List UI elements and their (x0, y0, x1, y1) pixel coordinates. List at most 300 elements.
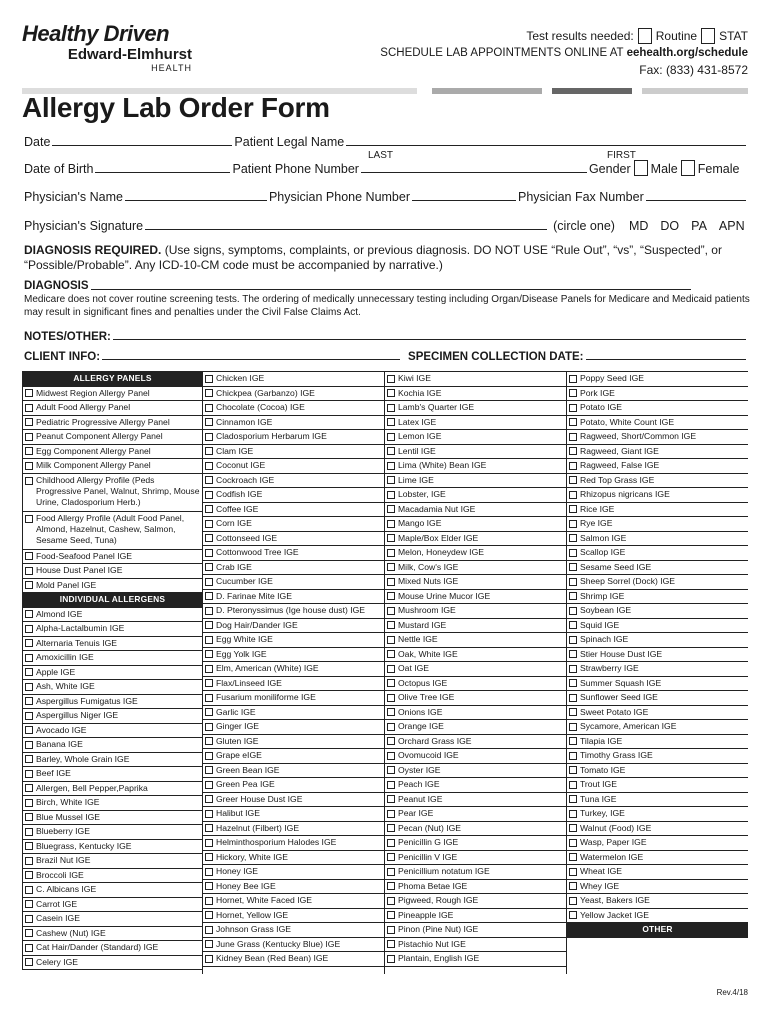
test-option[interactable] (22, 956, 202, 971)
test-option[interactable] (385, 474, 566, 489)
test-option[interactable] (567, 865, 748, 880)
checkbox[interactable] (387, 926, 395, 934)
checkbox[interactable] (25, 871, 33, 879)
checkbox[interactable] (569, 665, 577, 673)
test-option[interactable] (385, 764, 566, 779)
test-option[interactable] (385, 575, 566, 590)
test-option[interactable] (385, 778, 566, 793)
checkbox[interactable] (569, 418, 577, 426)
schedule-link[interactable]: eehealth.org/schedule (626, 47, 748, 59)
test-option[interactable] (203, 372, 384, 387)
checkbox[interactable] (25, 857, 33, 865)
signature-field[interactable] (145, 218, 547, 230)
test-option[interactable] (385, 648, 566, 663)
checkbox[interactable] (387, 882, 395, 890)
test-option[interactable] (203, 952, 384, 967)
checkbox[interactable] (387, 491, 395, 499)
test-option[interactable] (385, 662, 566, 677)
test-option[interactable] (567, 575, 748, 590)
test-option[interactable] (385, 807, 566, 822)
test-option[interactable] (385, 633, 566, 648)
test-option[interactable] (22, 927, 202, 942)
test-option[interactable] (567, 648, 748, 663)
test-option[interactable] (22, 430, 202, 445)
checkbox[interactable] (205, 491, 213, 499)
test-option[interactable] (385, 822, 566, 837)
checkbox[interactable] (387, 505, 395, 513)
test-option[interactable] (385, 459, 566, 474)
checkbox[interactable] (205, 940, 213, 948)
checkbox[interactable] (569, 882, 577, 890)
test-option[interactable] (567, 517, 748, 532)
test-option[interactable] (385, 923, 566, 938)
credential-do[interactable]: DO (660, 219, 680, 233)
test-option[interactable] (203, 749, 384, 764)
test-option[interactable] (385, 532, 566, 547)
test-option[interactable] (385, 691, 566, 706)
test-option[interactable] (567, 778, 748, 793)
checkbox[interactable] (569, 462, 577, 470)
test-option[interactable] (203, 793, 384, 808)
test-option[interactable] (203, 822, 384, 837)
checkbox[interactable] (205, 476, 213, 484)
checkbox[interactable] (205, 389, 213, 397)
checkbox[interactable] (25, 639, 33, 647)
checkbox[interactable] (205, 404, 213, 412)
test-option[interactable] (567, 706, 748, 721)
checkbox[interactable] (387, 665, 395, 673)
checkbox[interactable] (25, 900, 33, 908)
checkbox[interactable] (569, 549, 577, 557)
test-option[interactable] (385, 720, 566, 735)
test-option[interactable] (22, 709, 202, 724)
checkbox[interactable] (25, 726, 33, 734)
test-option[interactable] (385, 749, 566, 764)
checkbox[interactable] (205, 824, 213, 832)
test-option[interactable] (22, 695, 202, 710)
checkbox[interactable] (387, 563, 395, 571)
checkbox[interactable] (387, 418, 395, 426)
checkbox[interactable] (569, 404, 577, 412)
checkbox[interactable] (25, 654, 33, 662)
test-option[interactable] (203, 459, 384, 474)
checkbox[interactable] (569, 447, 577, 455)
test-option[interactable] (22, 666, 202, 681)
test-option[interactable] (22, 459, 202, 474)
test-option[interactable] (567, 430, 748, 445)
test-option[interactable] (203, 764, 384, 779)
test-option[interactable] (567, 749, 748, 764)
test-option[interactable] (567, 880, 748, 895)
test-option[interactable] (567, 677, 748, 692)
checkbox[interactable] (25, 741, 33, 749)
checkbox[interactable] (205, 433, 213, 441)
test-option[interactable] (203, 517, 384, 532)
checkbox[interactable] (569, 433, 577, 441)
test-option[interactable] (567, 793, 748, 808)
test-option[interactable] (203, 445, 384, 460)
checkbox[interactable] (387, 752, 395, 760)
test-option[interactable] (567, 546, 748, 561)
test-option[interactable] (567, 387, 748, 402)
checkbox[interactable] (205, 375, 213, 383)
checkbox[interactable] (25, 799, 33, 807)
test-option[interactable] (203, 938, 384, 953)
test-option[interactable] (385, 880, 566, 895)
test-option[interactable] (385, 416, 566, 431)
test-option[interactable] (567, 459, 748, 474)
test-option[interactable] (567, 401, 748, 416)
test-option[interactable] (385, 706, 566, 721)
checkbox[interactable] (569, 520, 577, 528)
checkbox[interactable] (205, 737, 213, 745)
test-option[interactable] (385, 430, 566, 445)
test-option[interactable] (22, 840, 202, 855)
test-option[interactable] (385, 590, 566, 605)
notes-field[interactable] (113, 330, 746, 340)
client-info-field[interactable] (102, 350, 400, 360)
test-option[interactable] (385, 372, 566, 387)
checkbox[interactable] (25, 842, 33, 850)
test-option[interactable] (22, 401, 202, 416)
test-option[interactable] (203, 677, 384, 692)
checkbox[interactable] (205, 708, 213, 716)
test-option[interactable] (385, 894, 566, 909)
checkbox[interactable] (205, 520, 213, 528)
credential-pa[interactable]: PA (691, 219, 707, 233)
test-option[interactable] (203, 503, 384, 518)
test-option[interactable] (203, 923, 384, 938)
checkbox[interactable] (25, 944, 33, 952)
checkbox[interactable] (25, 770, 33, 778)
test-option[interactable] (22, 941, 202, 956)
checkbox[interactable] (205, 955, 213, 963)
checkbox[interactable] (387, 433, 395, 441)
test-option[interactable] (22, 564, 202, 579)
checkbox[interactable] (387, 592, 395, 600)
test-option[interactable] (567, 691, 748, 706)
checkbox[interactable] (205, 911, 213, 919)
checkbox[interactable] (205, 578, 213, 586)
checkbox[interactable] (387, 636, 395, 644)
checkbox[interactable] (25, 477, 33, 485)
test-option[interactable] (22, 680, 202, 695)
date-field[interactable] (52, 134, 232, 146)
test-option[interactable] (567, 372, 748, 387)
credential-md[interactable]: MD (628, 219, 649, 233)
checkbox[interactable] (205, 723, 213, 731)
test-option[interactable] (567, 561, 748, 576)
test-option[interactable] (203, 387, 384, 402)
checkbox[interactable] (205, 897, 213, 905)
physician-phone-field[interactable] (412, 189, 516, 201)
checkbox[interactable] (387, 621, 395, 629)
test-option[interactable] (567, 894, 748, 909)
checkbox[interactable] (205, 839, 213, 847)
credential-apn[interactable]: APN (718, 219, 745, 233)
checkbox[interactable] (569, 853, 577, 861)
test-option[interactable] (385, 445, 566, 460)
checkbox[interactable] (387, 578, 395, 586)
test-option[interactable] (203, 546, 384, 561)
test-option[interactable] (567, 836, 748, 851)
test-option[interactable] (567, 590, 748, 605)
test-option[interactable] (567, 851, 748, 866)
checkbox[interactable] (569, 897, 577, 905)
checkbox[interactable] (569, 708, 577, 716)
test-option[interactable] (203, 836, 384, 851)
checkbox[interactable] (205, 810, 213, 818)
test-option[interactable] (203, 807, 384, 822)
checkbox[interactable] (569, 679, 577, 687)
test-option[interactable] (203, 488, 384, 503)
checkbox[interactable] (205, 926, 213, 934)
checkbox[interactable] (569, 505, 577, 513)
test-option[interactable] (203, 662, 384, 677)
checkbox[interactable] (569, 563, 577, 571)
test-option[interactable] (567, 474, 748, 489)
checkbox[interactable] (569, 491, 577, 499)
checkbox[interactable] (387, 737, 395, 745)
test-option[interactable] (203, 633, 384, 648)
test-option[interactable] (203, 865, 384, 880)
routine-checkbox[interactable] (638, 28, 652, 44)
checkbox[interactable] (569, 795, 577, 803)
checkbox[interactable] (569, 766, 577, 774)
checkbox[interactable] (205, 447, 213, 455)
checkbox[interactable] (25, 567, 33, 575)
checkbox[interactable] (569, 650, 577, 658)
test-option[interactable] (203, 894, 384, 909)
checkbox[interactable] (25, 755, 33, 763)
checkbox[interactable] (205, 563, 213, 571)
checkbox[interactable] (387, 897, 395, 905)
checkbox[interactable] (205, 766, 213, 774)
test-option[interactable] (567, 662, 748, 677)
checkbox[interactable] (205, 882, 213, 890)
test-option[interactable] (385, 561, 566, 576)
checkbox[interactable] (205, 781, 213, 789)
checkbox[interactable] (387, 781, 395, 789)
checkbox[interactable] (387, 723, 395, 731)
checkbox[interactable] (569, 578, 577, 586)
test-option[interactable] (385, 836, 566, 851)
checkbox[interactable] (205, 665, 213, 673)
checkbox[interactable] (569, 810, 577, 818)
checkbox[interactable] (387, 824, 395, 832)
checkbox[interactable] (387, 708, 395, 716)
test-option[interactable] (203, 648, 384, 663)
test-option[interactable] (22, 445, 202, 460)
test-option[interactable] (203, 619, 384, 634)
test-option[interactable] (22, 912, 202, 927)
test-option[interactable] (203, 851, 384, 866)
test-option[interactable] (385, 503, 566, 518)
checkbox[interactable] (25, 712, 33, 720)
test-option[interactable] (385, 387, 566, 402)
checkbox[interactable] (205, 650, 213, 658)
checkbox[interactable] (387, 679, 395, 687)
test-option[interactable] (203, 430, 384, 445)
test-option[interactable] (385, 488, 566, 503)
checkbox[interactable] (569, 752, 577, 760)
checkbox[interactable] (205, 636, 213, 644)
checkbox[interactable] (569, 839, 577, 847)
checkbox[interactable] (25, 552, 33, 560)
checkbox[interactable] (387, 607, 395, 615)
checkbox[interactable] (25, 958, 33, 966)
checkbox[interactable] (387, 853, 395, 861)
checkbox[interactable] (25, 668, 33, 676)
test-option[interactable] (567, 807, 748, 822)
checkbox[interactable] (387, 476, 395, 484)
checkbox[interactable] (25, 389, 33, 397)
test-option[interactable] (567, 822, 748, 837)
checkbox[interactable] (569, 389, 577, 397)
test-option[interactable] (385, 793, 566, 808)
test-option[interactable] (567, 532, 748, 547)
test-option[interactable] (567, 503, 748, 518)
checkbox[interactable] (387, 462, 395, 470)
checkbox[interactable] (205, 462, 213, 470)
checkbox[interactable] (387, 389, 395, 397)
test-option[interactable] (385, 851, 566, 866)
test-option[interactable] (22, 416, 202, 431)
test-option[interactable] (22, 753, 202, 768)
checkbox[interactable] (569, 911, 577, 919)
checkbox[interactable] (387, 534, 395, 542)
checkbox[interactable] (25, 813, 33, 821)
test-option[interactable] (22, 550, 202, 565)
checkbox[interactable] (387, 810, 395, 818)
test-option[interactable] (567, 445, 748, 460)
checkbox[interactable] (569, 476, 577, 484)
checkbox[interactable] (387, 911, 395, 919)
checkbox[interactable] (387, 447, 395, 455)
checkbox[interactable] (205, 679, 213, 687)
checkbox[interactable] (569, 868, 577, 876)
test-option[interactable] (22, 474, 202, 512)
checkbox[interactable] (569, 621, 577, 629)
checkbox[interactable] (25, 404, 33, 412)
test-option[interactable] (385, 938, 566, 953)
test-option[interactable] (22, 854, 202, 869)
test-option[interactable] (385, 909, 566, 924)
female-checkbox[interactable] (681, 160, 695, 176)
checkbox[interactable] (25, 625, 33, 633)
test-option[interactable] (385, 619, 566, 634)
test-option[interactable] (567, 909, 748, 924)
checkbox[interactable] (387, 868, 395, 876)
checkbox[interactable] (569, 824, 577, 832)
checkbox[interactable] (205, 868, 213, 876)
checkbox[interactable] (25, 447, 33, 455)
checkbox[interactable] (205, 795, 213, 803)
test-option[interactable] (203, 735, 384, 750)
test-option[interactable] (567, 720, 748, 735)
checkbox[interactable] (387, 549, 395, 557)
checkbox[interactable] (25, 433, 33, 441)
dob-field[interactable] (95, 161, 230, 173)
checkbox[interactable] (569, 534, 577, 542)
checkbox[interactable] (569, 607, 577, 615)
test-option[interactable] (385, 735, 566, 750)
test-option[interactable] (22, 825, 202, 840)
checkbox[interactable] (25, 828, 33, 836)
test-option[interactable] (22, 796, 202, 811)
checkbox[interactable] (25, 784, 33, 792)
checkbox[interactable] (205, 592, 213, 600)
test-option[interactable] (385, 865, 566, 880)
checkbox[interactable] (25, 886, 33, 894)
physician-fax-field[interactable] (646, 189, 746, 201)
checkbox[interactable] (25, 418, 33, 426)
test-option[interactable] (22, 608, 202, 623)
test-option[interactable] (203, 778, 384, 793)
test-option[interactable] (567, 764, 748, 779)
test-option[interactable] (22, 898, 202, 913)
checkbox[interactable] (569, 781, 577, 789)
checkbox[interactable] (387, 520, 395, 528)
checkbox[interactable] (387, 650, 395, 658)
checkbox[interactable] (25, 929, 33, 937)
test-option[interactable] (203, 575, 384, 590)
checkbox[interactable] (205, 505, 213, 513)
test-option[interactable] (22, 782, 202, 797)
test-option[interactable] (567, 619, 748, 634)
test-option[interactable] (567, 488, 748, 503)
test-option[interactable] (567, 604, 748, 619)
test-option[interactable] (203, 561, 384, 576)
checkbox[interactable] (569, 636, 577, 644)
test-option[interactable] (203, 604, 384, 619)
test-option[interactable] (203, 909, 384, 924)
test-option[interactable] (22, 869, 202, 884)
test-option[interactable] (203, 590, 384, 605)
checkbox[interactable] (387, 404, 395, 412)
male-checkbox[interactable] (634, 160, 648, 176)
test-option[interactable] (22, 883, 202, 898)
test-option[interactable] (22, 387, 202, 402)
test-option[interactable] (22, 622, 202, 637)
test-option[interactable] (22, 738, 202, 753)
test-option[interactable] (203, 720, 384, 735)
checkbox[interactable] (387, 694, 395, 702)
checkbox[interactable] (205, 534, 213, 542)
checkbox[interactable] (205, 694, 213, 702)
test-option[interactable] (203, 474, 384, 489)
test-option[interactable] (203, 532, 384, 547)
diagnosis-field[interactable] (91, 280, 691, 290)
checkbox[interactable] (25, 683, 33, 691)
checkbox[interactable] (387, 955, 395, 963)
test-option[interactable] (385, 604, 566, 619)
checkbox[interactable] (569, 737, 577, 745)
physician-name-field[interactable] (125, 189, 267, 201)
patient-name-field[interactable] (346, 134, 746, 146)
test-option[interactable] (385, 401, 566, 416)
test-option[interactable] (22, 811, 202, 826)
test-option[interactable] (385, 952, 566, 967)
test-option[interactable] (203, 691, 384, 706)
test-option[interactable] (567, 735, 748, 750)
checkbox[interactable] (205, 418, 213, 426)
test-option[interactable] (385, 517, 566, 532)
checkbox[interactable] (205, 607, 213, 615)
checkbox[interactable] (205, 752, 213, 760)
test-option[interactable] (385, 546, 566, 561)
specimen-date-field[interactable] (586, 350, 746, 360)
